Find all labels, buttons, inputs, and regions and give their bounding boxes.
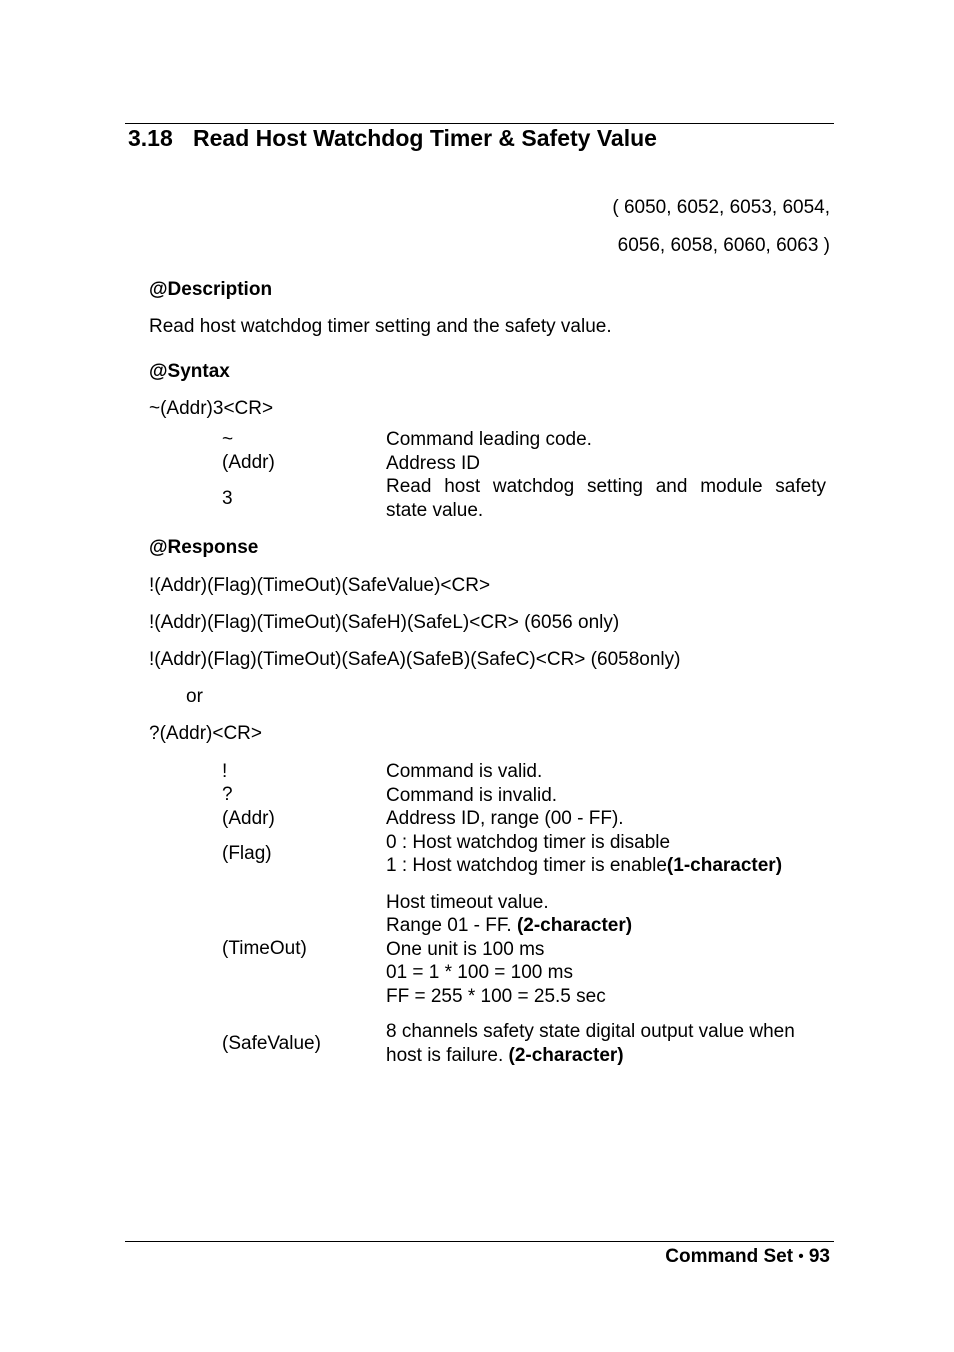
syntax-command: ~(Addr)3<CR>: [149, 398, 274, 419]
response-invalid: ?(Addr)<CR>: [149, 723, 262, 744]
syntax-heading: @Syntax: [149, 361, 230, 382]
response-key: (SafeValue): [222, 1032, 321, 1054]
response-heading: @Response: [149, 537, 259, 558]
response-key: (Flag): [222, 843, 272, 864]
response-table: [222, 760, 826, 1067]
response-value: [386, 891, 826, 1009]
response-value: Command is valid.: [386, 761, 543, 782]
section-title: [128, 125, 657, 152]
response-key: (Addr): [222, 807, 275, 829]
syntax-value: Address ID: [386, 452, 480, 474]
timeout-line-4: 01 = 1 * 100 = 100 ms: [386, 962, 573, 983]
footer-separator: •: [798, 1248, 804, 1265]
timeout-line-3: One unit is 100 ms: [386, 938, 545, 960]
syntax-value: Read host watchdog setting and module safety state value.: [386, 476, 826, 521]
flag-line-2-text: 1 : Host watchdog timer is enable: [386, 855, 667, 876]
section-number: 3.18: [128, 125, 173, 151]
syntax-key: 3: [222, 487, 233, 509]
syntax-value: Command leading code.: [386, 429, 592, 450]
syntax-row: [222, 428, 826, 452]
response-or: or: [186, 686, 203, 707]
flag-line-2: [386, 854, 826, 878]
description-text: Read host watchdog timer setting and the safety value.: [149, 316, 612, 337]
syntax-table: [222, 428, 826, 522]
response-key: (TimeOut): [222, 938, 307, 960]
response-key: ?: [222, 784, 233, 806]
response-line: !(Addr)(Flag)(TimeOut)(SafeValue)<CR>: [149, 575, 491, 596]
syntax-row: [222, 475, 826, 522]
timeout-line-1: Host timeout value.: [386, 891, 549, 913]
model-list-line-1: ( 6050, 6052, 6053, 6054,: [612, 197, 830, 218]
response-value: Command is invalid.: [386, 784, 558, 806]
timeout-line-2-bold: (2-character): [516, 915, 633, 936]
footer-rule: [125, 1241, 834, 1242]
response-key: !: [222, 760, 228, 782]
timeout-line-5: FF = 255 * 100 = 25.5 sec: [386, 985, 606, 1007]
header-rule: [125, 123, 834, 124]
flag-line-1: 0 : Host watchdog timer is disable: [386, 831, 671, 853]
syntax-key: ~: [222, 428, 234, 450]
page-footer: [665, 1246, 830, 1268]
response-value: [386, 831, 826, 878]
safevalue-line-2-bold: (2-character): [508, 1044, 624, 1066]
response-line: !(Addr)(Flag)(TimeOut)(SafeA)(SafeB)(SafeC)<CR> (6058only): [149, 649, 681, 670]
response-row: [222, 1020, 826, 1067]
description-heading: @Description: [149, 279, 273, 300]
response-row: [222, 831, 826, 878]
syntax-key: (Addr): [222, 452, 275, 474]
model-list-line-2: 6056, 6058, 6060, 6063 ): [617, 235, 830, 256]
response-row: [222, 891, 826, 1009]
response-value: [386, 1020, 826, 1067]
response-row: [222, 760, 826, 784]
response-value: Address ID, range (00 - FF).: [386, 808, 624, 829]
section-title-text: Read Host Watchdog Timer & Safety Value: [193, 125, 657, 151]
response-line: !(Addr)(Flag)(TimeOut)(SafeH)(SafeL)<CR> (6056 only): [149, 612, 620, 633]
footer-label: Command Set: [665, 1246, 794, 1267]
page-number: 93: [808, 1246, 830, 1267]
response-row: [222, 784, 826, 808]
flag-line-2-bold: (1-character): [666, 855, 783, 876]
syntax-row: [222, 452, 826, 476]
safevalue-line-2-text: host is failure.: [386, 1044, 509, 1066]
response-row: [222, 807, 826, 831]
safevalue-line-2: [386, 1044, 826, 1068]
timeout-line-2-text: Range 01 - FF.: [386, 915, 517, 936]
safevalue-line-1: 8 channels safety state digital output value when: [386, 1021, 795, 1042]
timeout-line-2: [386, 914, 826, 938]
